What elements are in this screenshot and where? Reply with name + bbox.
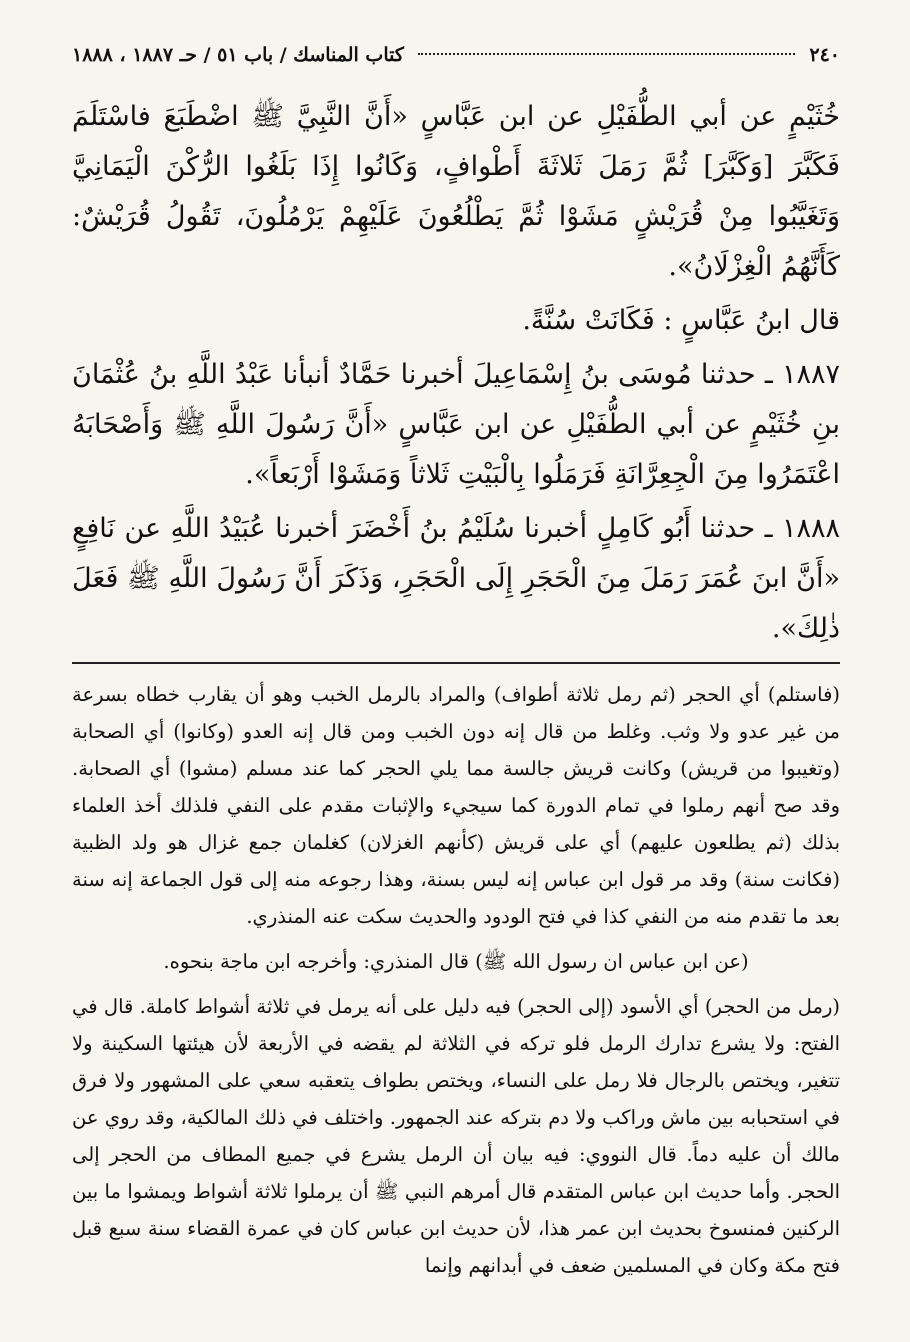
commentary-paragraph-3: (رمل من الحجر) أي الأسود (إلى الحجر) فيه دليل على أنه يرمل في ثلاثة أشواط كاملة. قال في الفتح: ولا يشرع تدارك الرمل فلو تركه في الثلاثة لم يقضه في الأربعة لأن هيئتها السكينة ولا تتغير، ويختص بالرجال فلا رمل على النساء، ويختص بطواف يتعقبه سعي على المشهور ولا فرق في استحبابه بين ماش وراكب ولا دم بتركه عند الجمهور. واختلف في ذلك المالكية، وقد روي عن مالك أن عليه دماً. قال النووي: فيه بيان أن الرمل يشرع في جميع المطاف من الحجر إلى الحجر. وأما حديث ابن عباس المتقدم قال أمرهم النبي ﷺ أن يرملوا ثلاثة أشواط ويمشوا ما بين الركنين فمنسوخ بحديث ابن عمر هذا، لأن حديث ابن عباس كان في عمرة القضاء سنة سبع قبل فتح مكة وكان في المسلمين ضعف في أبدانهم وإنما <box>72 995 840 1277</box>
commentary-paragraph-2: (عن ابن عباس ان رسول الله ﷺ) قال المنذري: وأخرجه ابن ماجة بنحوه. <box>163 950 749 973</box>
footnote-divider <box>72 662 840 664</box>
page-number: ٢٤٠ <box>809 44 840 66</box>
commentary <box>72 676 840 1284</box>
commentary-paragraph-1: (فاستلم) أي الحجر (ثم رمل ثلاثة أطواف) والمراد بالرمل الخبب وهو أن يقارب خطاه بسرعة من غير عدو ولا وثب. وغلط من قال إنه دون الخبب ومن قال إنه العدو (وكانوا) أي الصحابة (وتغيبوا من قريش) وكانت قريش جالسة مما يلي الحجر كما عند مسلم (مشوا) أي الصحابة. وقد صح أنهم رملوا في تمام الدورة كما سيجيء والإثبات مقدم على النفي فلذلك أخذ العلماء بذلك (ثم يطلعون عليهم) أي على قريش (كأنهم الغزلان) كغلمان جمع غزال هو ولد الظبية (فكانت سنة) وقد مر قول ابن عباس إنه ليس بسنة، وهذا رجوعه منه إلى قول الجماعة إنه سنة بعد ما تقدم منه من النفي كذا في فتح الودود والحديث سكت عنه المنذري. <box>72 683 840 928</box>
page-header <box>72 44 840 84</box>
running-title: كتاب المناسك / باب ٥١ / حـ ١٨٨٧ ، ١٨٨٨ <box>72 44 404 66</box>
header-dotted-leader <box>418 53 795 55</box>
ibn-abbas-statement: قال ابنُ عَبَّاسٍ : فَكَانَتْ سُنَّةً. <box>522 305 840 336</box>
hadith-1888: ١٨٨٨ ـ حدثنا أَبُو كَامِلٍ أخبرنا سُلَيْمُ بنُ أَخْضَرَ أخبرنا عُبَيْدُ اللَّهِ عن نَافِعٍ «أَنَّ ابنَ عُمَرَ رَمَلَ مِنَ الْحَجَرِ إِلَى الْحَجَرِ، وَذَكَرَ أَنَّ رَسُولَ اللَّهِ ﷺ فَعَلَ ذٰلِكَ». <box>72 513 840 644</box>
hadith-paragraph-1886-end: خُثَيْمٍ عن أبي الطُّفَيْلِ عن ابن عَبَّاسٍ «أَنَّ النَّبِيَّ ﷺ اضْطَبَعَ فاسْتَلَمَ فَكَبَّرَ [وَكَبَّرَ] ثُمَّ رَمَلَ ثَلاثَةَ أَطْوافٍ، وَكَانُوا إِذَا بَلَغُوا الرُّكْنَ الْيَمَانِيَّ وَتَغَيَّبُوا مِنْ قُرَيْشٍ مَشَوْا ثُمَّ يَطْلُعُونَ عَلَيْهِمْ يَرْمُلُونَ، تَقُولُ قُرَيْشٌ: كَأَنَّهُمُ الْغِزْلَانُ». <box>72 101 840 282</box>
hadith-text <box>72 92 840 654</box>
hadith-1887: ١٨٨٧ ـ حدثنا مُوسَى بنُ إِسْمَاعِيلَ أخبرنا حَمَّادٌ أنبأنا عَبْدُ اللَّهِ بنُ عُثْمَانَ بنِ خُثَيْمٍ عن أبي الطُّفَيْلِ عن ابن عَبَّاسٍ «أَنَّ رَسُولَ اللَّهِ ﷺ وَأَصْحَابَهُ اعْتَمَرُوا مِنَ الْجِعِرَّانَةِ فَرَمَلُوا بِالْبَيْتِ ثَلاثاً وَمَشَوْا أَرْبَعاً». <box>72 359 840 490</box>
